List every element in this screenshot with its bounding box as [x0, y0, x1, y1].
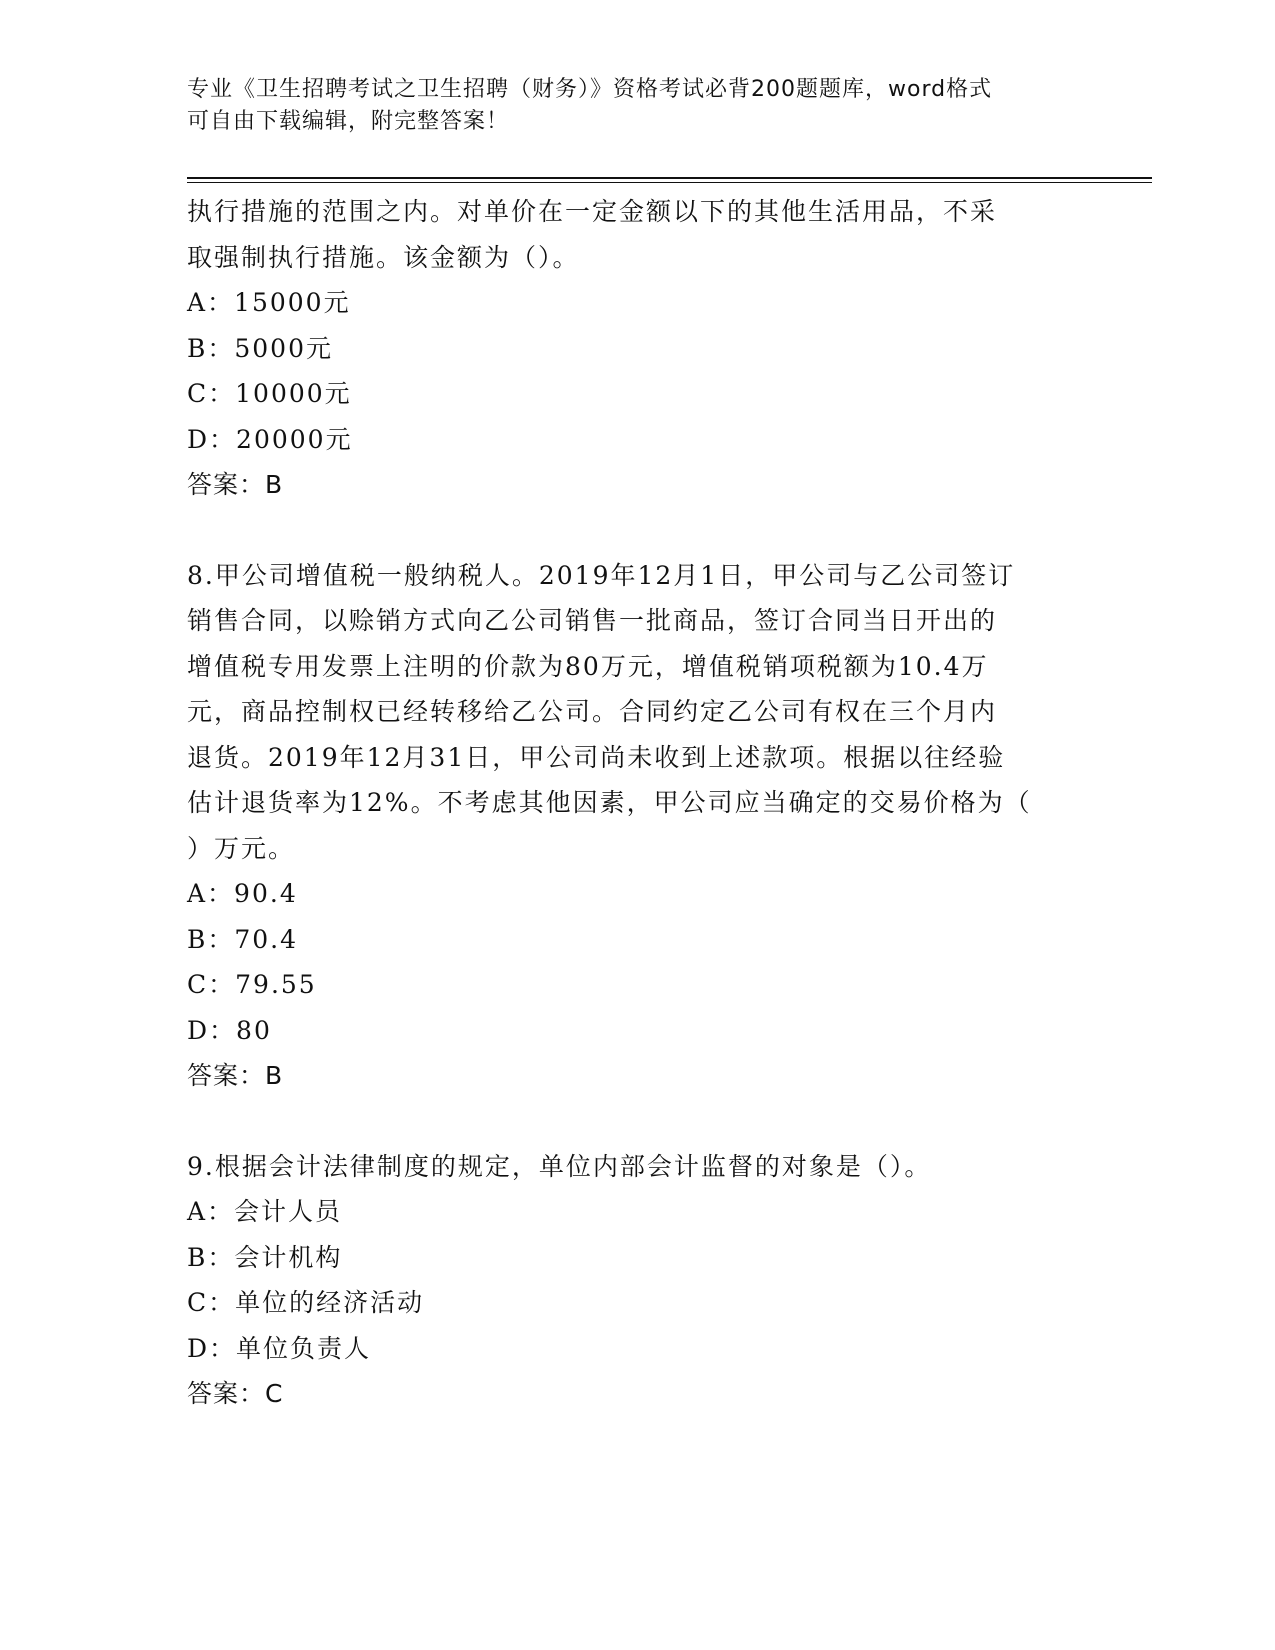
- document-body: [187, 189, 1087, 1417]
- header-line-1: 专业《卫生招聘考试之卫生招聘（财务）》资格考试必背200题题库，word格式: [187, 77, 993, 102]
- header-divider: [187, 177, 1152, 183]
- option-a: A：15000元: [187, 288, 351, 317]
- spacer: [187, 508, 1087, 553]
- question-stem-line: 增值税专用发票上注明的价款为80万元，增值税销项税额为10.4万: [187, 651, 989, 681]
- answer: 答案：C: [187, 1379, 284, 1408]
- question-stem-line: 元，商品控制权已经转移给乙公司。合同约定乙公司有权在三个月内: [187, 697, 998, 726]
- option-d: D：单位负责人: [187, 1333, 372, 1363]
- question-stem-line: 8.甲公司增值税一般纳税人。2019年12月1日，甲公司与乙公司签订: [187, 560, 1016, 590]
- question-stem-line: 执行措施的范围之内。对单价在一定金额以下的其他生活用品，不采: [187, 197, 998, 226]
- question-stem-line: 取强制执行措施。该金额为（）。: [187, 242, 580, 272]
- option-b: B：5000元: [187, 333, 333, 363]
- question-7: [187, 189, 1087, 508]
- option-b: B：会计机构: [187, 1242, 343, 1272]
- option-c: C：单位的经济活动: [187, 1288, 425, 1317]
- question-stem-line: 估计退货率为12%。不考虑其他因素，甲公司应当确定的交易价格为（: [187, 788, 1032, 817]
- option-d: D：20000元: [187, 424, 353, 454]
- option-b: B：70.4: [187, 924, 299, 954]
- question-stem-line: 9.根据会计法律制度的规定，单位内部会计监督的对象是（）。: [187, 1151, 932, 1181]
- option-a: A：会计人员: [187, 1197, 343, 1226]
- spacer: [187, 1099, 1087, 1144]
- option-d: D：80: [187, 1015, 272, 1045]
- document-header: [187, 74, 1067, 138]
- option-c: C：10000元: [187, 379, 352, 408]
- question-8: [187, 553, 1087, 1099]
- answer: 答案：B: [187, 1061, 284, 1090]
- option-a: A：90.4: [187, 879, 298, 908]
- question-stem-line: 销售合同，以赊销方式向乙公司销售一批商品，签订合同当日开出的: [187, 606, 998, 635]
- question-stem-line: 退货。2019年12月31日，甲公司尚未收到上述款项。根据以往经验: [187, 742, 1006, 772]
- header-line-2: 可自由下载编辑，附完整答案！: [187, 109, 510, 134]
- question-stem-line: ）万元。: [187, 833, 296, 863]
- question-9: [187, 1144, 1087, 1417]
- option-c: C：79.55: [187, 970, 317, 999]
- answer: 答案：B: [187, 470, 284, 499]
